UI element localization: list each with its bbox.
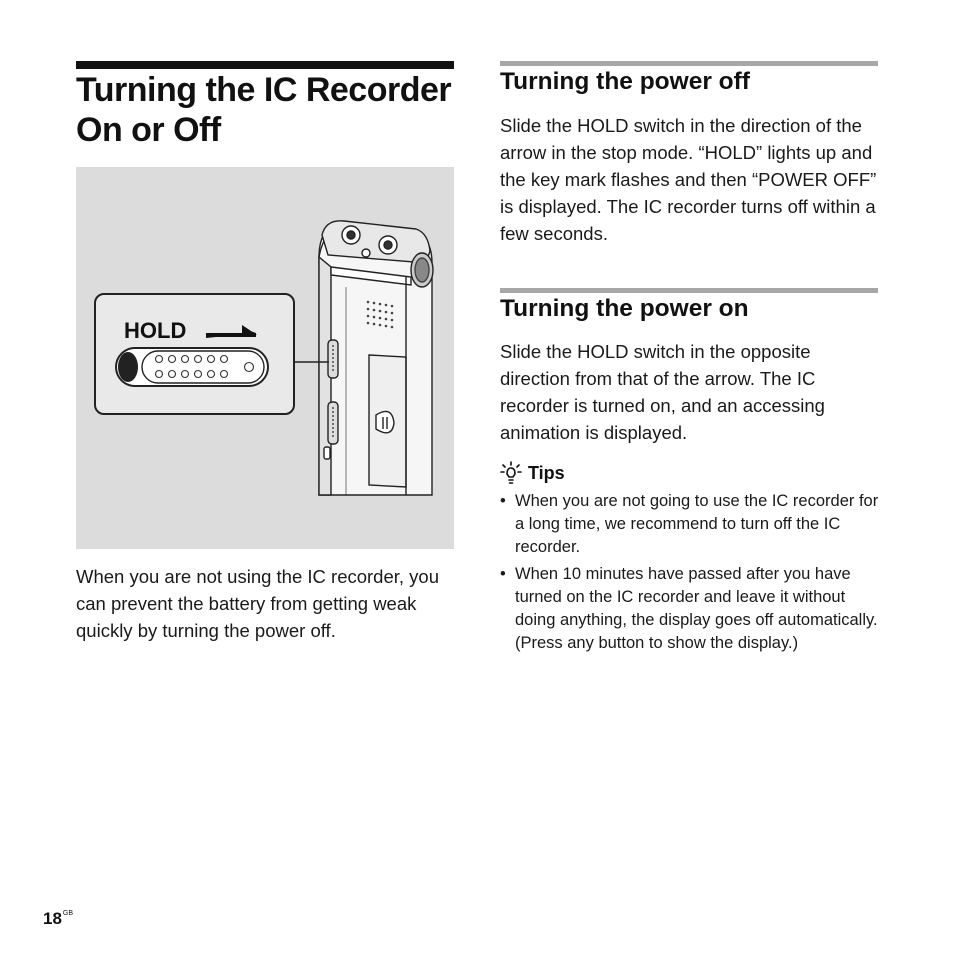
tips-heading <box>500 461 565 485</box>
hold-switch-callout <box>95 294 294 414</box>
bullet: • <box>500 565 506 583</box>
lightbulb-icon <box>500 461 522 485</box>
ic-recorder-icon <box>319 221 433 495</box>
tip-text: When 10 minutes have passed after you have turned on the IC recorder and leave it without doing anything, the display goes off automatically. (Press any button to show the display.) <box>515 565 878 652</box>
tip-text: When you are not going to use the IC recorder for a long time, we recommend to turn off the IC recorder. <box>515 492 879 556</box>
heading-power-off: Turning the power off <box>500 68 750 95</box>
page-number-value: 18 <box>43 909 62 928</box>
tip-item <box>500 563 885 655</box>
section-rule-power-on <box>500 288 878 293</box>
page-number-suffix: GB <box>62 910 74 917</box>
recorder-drawing <box>76 167 454 549</box>
body-power-off: Slide the HOLD switch in the direction of the arrow in the stop mode. “HOLD” lights up and the key mark flashes and then “POWER OFF” is displayed. The IC recorder turns off within a few seconds. <box>500 115 877 244</box>
section-rule-power-off <box>500 61 878 66</box>
page-number <box>43 909 73 929</box>
hold-switch-knob <box>118 352 138 382</box>
tips-label: Tips <box>528 462 565 483</box>
hold-label: HOLD <box>124 318 187 343</box>
tip-item <box>500 490 885 559</box>
intro-paragraph: When you are not using the IC recorder, you can prevent the battery from getting weak quickly by turning the power off. <box>76 566 440 641</box>
body-power-on: Slide the HOLD switch in the opposite direction from that of the arrow. The IC recorder is turned on, and an accessing animation is displayed. <box>500 341 825 443</box>
heading-power-on: Turning the power on <box>500 295 749 322</box>
bullet: • <box>500 492 506 510</box>
hold-switch-illustration <box>76 167 454 549</box>
page-title: Turning the IC Recorder On or Off <box>76 71 452 149</box>
title-rule <box>76 61 454 69</box>
tips-list <box>500 490 885 659</box>
